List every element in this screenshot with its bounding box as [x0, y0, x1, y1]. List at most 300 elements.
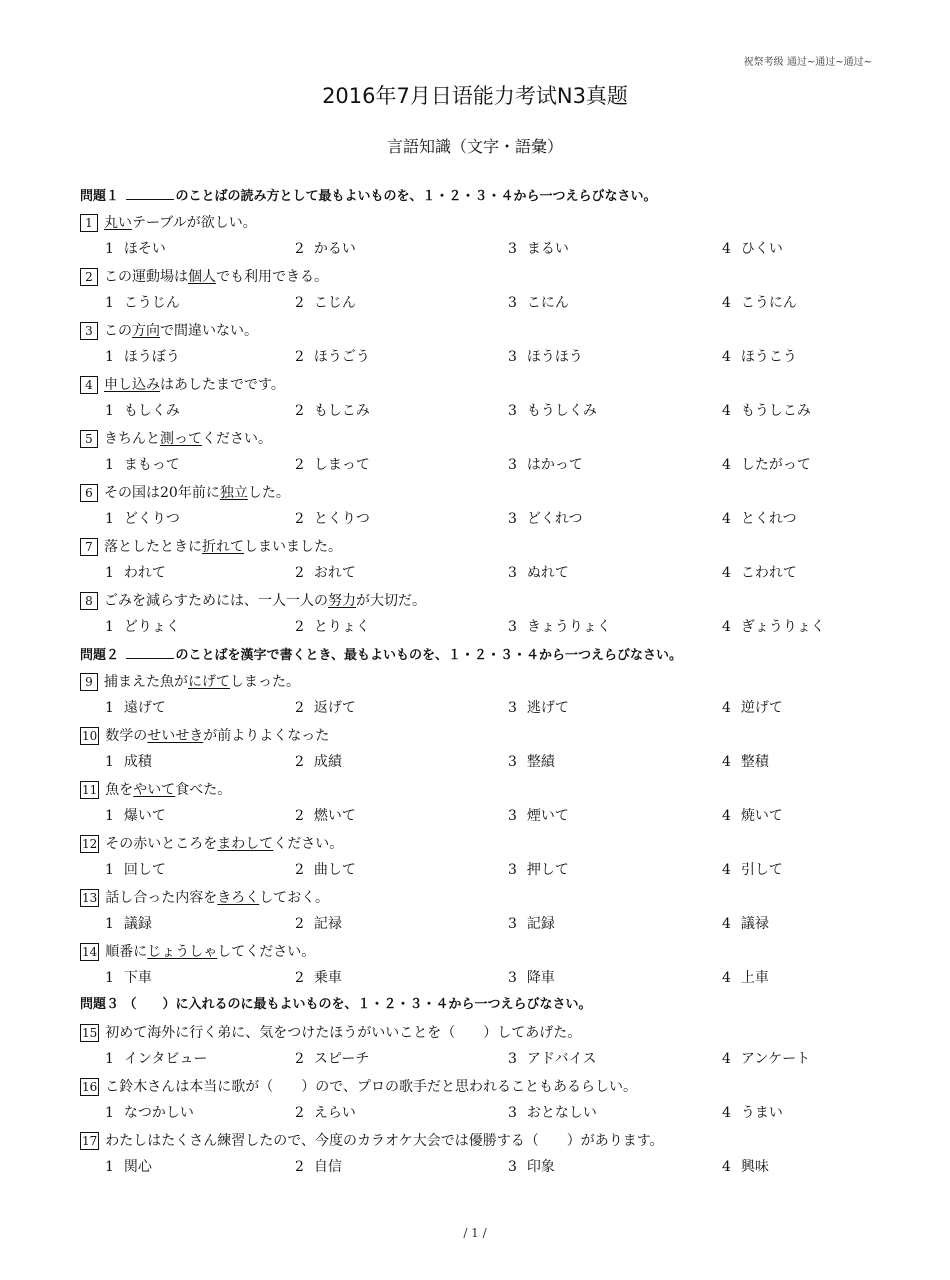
- question-number: 16: [82, 1080, 98, 1094]
- question-number: 1: [80, 214, 98, 232]
- answer-option: [295, 752, 342, 772]
- question-text-pre: 順番に: [105, 944, 148, 960]
- question-stem: [80, 725, 880, 752]
- option-text: 押して: [526, 862, 569, 878]
- option-number: 3: [508, 241, 517, 257]
- question-target-word: 折れて: [202, 539, 244, 555]
- option-number: 1: [105, 916, 114, 932]
- option-text: 下車: [123, 970, 152, 986]
- answer-option: [508, 617, 611, 637]
- answer-option: [295, 968, 342, 988]
- question-number: 8: [80, 592, 98, 610]
- option-text: こじん: [313, 295, 356, 311]
- option-number: 1: [105, 349, 114, 365]
- answer-option: [722, 860, 783, 880]
- answer-option: [295, 401, 370, 421]
- question-stem: [80, 428, 880, 455]
- answer-option: [508, 968, 555, 988]
- option-number: 2: [295, 619, 304, 635]
- option-text: 逆げて: [740, 700, 783, 716]
- answer-option: [105, 1157, 152, 1177]
- answer-option: [105, 401, 180, 421]
- options-row: [80, 752, 880, 779]
- option-text: 引して: [740, 862, 783, 878]
- options-row: [80, 239, 880, 266]
- option-text: アドバイス: [526, 1051, 597, 1067]
- option-number: 4: [722, 619, 731, 635]
- answer-option: [105, 1049, 207, 1069]
- option-text: どくりつ: [123, 511, 180, 527]
- option-number: 3: [508, 403, 517, 419]
- options-row: [80, 509, 880, 536]
- section-heading: [80, 995, 880, 1022]
- question-target-word: 努力: [328, 593, 356, 609]
- answer-option: [722, 509, 797, 529]
- answer-option: [105, 860, 166, 880]
- question-target-word: まわして: [217, 836, 274, 852]
- option-number: 2: [295, 808, 304, 824]
- question-text-pre: こ鈴木さんは本当に歌が（ ）ので、プロの歌手だと思われることもあるらしい。: [105, 1079, 637, 1095]
- question-stem: [80, 374, 880, 401]
- question-number: 3: [80, 322, 98, 340]
- question-text-pre: 数学の: [105, 728, 148, 744]
- option-text: ほそい: [123, 241, 166, 257]
- option-number: 1: [105, 619, 114, 635]
- question-stem: [80, 482, 880, 509]
- question-number: 13: [82, 891, 98, 905]
- option-text: 整績: [526, 754, 555, 770]
- option-text: はかって: [526, 457, 583, 473]
- option-text: きょうりょく: [526, 619, 611, 635]
- answer-option: [105, 752, 152, 772]
- answer-option: [295, 1103, 356, 1123]
- option-number: 4: [722, 862, 731, 878]
- question-text-post: しまいました。: [244, 539, 342, 555]
- option-text: まるい: [526, 241, 569, 257]
- question-text-pre: わたしはたくさん練習したので、今度のカラオケ大会では優勝する（ ）があります。: [105, 1133, 664, 1149]
- answer-option: [722, 293, 797, 313]
- option-text: 記録: [526, 916, 555, 932]
- answer-option: [105, 509, 180, 529]
- header-note: 祝祭考级 通过~通过~通过~: [743, 57, 872, 68]
- option-number: 2: [295, 403, 304, 419]
- option-text: かるい: [313, 241, 356, 257]
- answer-option: [508, 806, 569, 826]
- option-number: 4: [722, 754, 731, 770]
- options-row: [80, 401, 880, 428]
- question-text-pre: この運動場は: [104, 269, 188, 285]
- question-number: 9: [80, 673, 98, 691]
- option-text: 関心: [123, 1159, 152, 1175]
- option-number: 4: [722, 565, 731, 581]
- question-number: 5: [80, 430, 98, 448]
- answer-option: [722, 914, 769, 934]
- option-text: ぎょうりょく: [740, 619, 825, 635]
- option-text: 成績: [313, 754, 342, 770]
- option-text: 上車: [740, 970, 769, 986]
- page-number: / 1 /: [463, 1226, 487, 1240]
- option-text: もしくみ: [123, 403, 180, 419]
- answer-option: [722, 806, 783, 826]
- question-target-word: 測って: [160, 431, 202, 447]
- option-text: もしこみ: [313, 403, 370, 419]
- option-text: 乗車: [313, 970, 342, 986]
- option-text: 焼いて: [740, 808, 783, 824]
- option-number: 3: [508, 619, 517, 635]
- options-row: [80, 698, 880, 725]
- answer-option: [722, 968, 769, 988]
- option-number: 3: [508, 754, 517, 770]
- options-row: [80, 806, 880, 833]
- option-number: 4: [722, 1159, 731, 1175]
- option-number: 4: [722, 241, 731, 257]
- section-instruction: のことばを漢字で書くとき、最もよいものを、１・２・３・４から一つえらびなさい。: [175, 648, 683, 663]
- option-text: 逃げて: [526, 700, 569, 716]
- option-number: 2: [295, 970, 304, 986]
- option-text: 燃いて: [313, 808, 356, 824]
- option-number: 2: [295, 1159, 304, 1175]
- option-text: 煙いて: [526, 808, 569, 824]
- answer-option: [105, 914, 152, 934]
- option-text: 議録: [123, 916, 152, 932]
- answer-option: [508, 1157, 555, 1177]
- question-text-pre: きちんと: [104, 431, 160, 447]
- section-label: 問題２: [80, 648, 120, 663]
- option-number: 2: [295, 457, 304, 473]
- answer-option: [508, 1049, 597, 1069]
- question-text-post: が前よりよくなった: [203, 728, 330, 744]
- option-number: 1: [105, 1159, 114, 1175]
- answer-option: [295, 509, 370, 529]
- option-text: とくりつ: [313, 511, 370, 527]
- answer-option: [105, 293, 180, 313]
- question-text-post: した。: [247, 485, 290, 501]
- answer-option: [295, 1157, 342, 1177]
- answer-option: [295, 860, 356, 880]
- answer-option: [295, 698, 356, 718]
- section-instruction: （ ）に入れるのに最もよいものを、１・２・３・４から一つえらびなさい。: [123, 997, 592, 1012]
- option-number: 3: [508, 970, 517, 986]
- question-stem: [80, 1022, 880, 1049]
- answer-option: [508, 455, 583, 475]
- answer-option: [105, 698, 166, 718]
- option-number: 2: [295, 565, 304, 581]
- option-number: 3: [508, 916, 517, 932]
- option-text: どくれつ: [526, 511, 583, 527]
- question-target-word: にげて: [188, 674, 230, 690]
- option-text: うまい: [740, 1105, 783, 1121]
- answer-option: [508, 239, 569, 259]
- question-target-word: 個人: [188, 269, 216, 285]
- question-text-post: ください。: [202, 431, 272, 447]
- question-text-post: でも利用できる。: [216, 269, 328, 285]
- question-text-post: しまった。: [230, 674, 300, 690]
- section-label: 問題３: [80, 997, 120, 1012]
- question-number: 4: [80, 376, 98, 394]
- option-number: 1: [105, 1105, 114, 1121]
- option-text: おれて: [313, 565, 356, 581]
- question-stem: [80, 887, 880, 914]
- question-text-post: 食べた。: [175, 782, 232, 798]
- question-text-pre: 捕まえた魚が: [104, 674, 188, 690]
- answer-option: [105, 239, 166, 259]
- answer-option: [105, 806, 166, 826]
- answer-option: [508, 1103, 597, 1123]
- option-number: 3: [508, 1159, 517, 1175]
- answer-option: [508, 698, 569, 718]
- option-text: ほうごう: [313, 349, 370, 365]
- answer-option: [508, 401, 597, 421]
- option-text: 回して: [123, 862, 166, 878]
- option-number: 4: [722, 295, 731, 311]
- answer-option: [105, 617, 180, 637]
- option-text: 議禄: [740, 916, 769, 932]
- option-text: 自信: [313, 1159, 342, 1175]
- answer-option: [295, 563, 356, 583]
- answer-option: [295, 293, 356, 313]
- option-text: 曲して: [313, 862, 356, 878]
- option-text: まもって: [123, 457, 180, 473]
- option-text: こうにん: [740, 295, 797, 311]
- option-text: えらい: [313, 1105, 356, 1121]
- option-number: 1: [105, 241, 114, 257]
- option-number: 2: [295, 1105, 304, 1121]
- section-heading: [80, 185, 880, 212]
- answer-option: [508, 293, 569, 313]
- option-text: とりょく: [313, 619, 370, 635]
- option-number: 3: [508, 1051, 517, 1067]
- question-stem: [80, 536, 880, 563]
- question-text-pre: その赤いところを: [105, 836, 218, 852]
- question-text-pre: 魚を: [105, 782, 134, 798]
- option-text: こわれて: [740, 565, 797, 581]
- question-stem: [80, 671, 880, 698]
- question-text-pre: 落としたときに: [104, 539, 202, 555]
- option-number: 3: [508, 295, 517, 311]
- option-number: 3: [508, 1105, 517, 1121]
- option-number: 2: [295, 862, 304, 878]
- option-number: 4: [722, 700, 731, 716]
- option-text: おとなしい: [526, 1105, 597, 1121]
- question-number: 14: [82, 945, 98, 959]
- option-text: インタビュー: [123, 1051, 208, 1067]
- option-text: ひくい: [740, 241, 783, 257]
- option-number: 1: [105, 295, 114, 311]
- option-number: 3: [508, 862, 517, 878]
- option-text: したがって: [740, 457, 811, 473]
- question-stem: [80, 266, 880, 293]
- answer-option: [722, 239, 783, 259]
- answer-option: [508, 860, 569, 880]
- option-text: とくれつ: [740, 511, 797, 527]
- option-number: 1: [105, 700, 114, 716]
- answer-option: [295, 806, 356, 826]
- option-text: 爆いて: [123, 808, 166, 824]
- option-text: なつかしい: [123, 1105, 194, 1121]
- question-stem: [80, 779, 880, 806]
- question-text-pre: 話し合った内容を: [105, 890, 218, 906]
- option-text: こにん: [526, 295, 569, 311]
- question-number: 7: [80, 538, 98, 556]
- question-number: 2: [80, 268, 98, 286]
- option-number: 2: [295, 295, 304, 311]
- blank-line: [126, 644, 174, 659]
- option-text: 印象: [526, 1159, 555, 1175]
- answer-option: [722, 401, 811, 421]
- section-label: 問題１: [80, 189, 120, 204]
- option-text: 返げて: [313, 700, 356, 716]
- option-number: 1: [105, 1051, 114, 1067]
- question-number: 11: [82, 783, 98, 797]
- question-target-word: 方向: [132, 323, 160, 339]
- question-text-pre: この: [104, 323, 132, 339]
- answer-option: [722, 752, 769, 772]
- option-text: もうしくみ: [526, 403, 597, 419]
- answer-option: [508, 914, 555, 934]
- question-stem: [80, 590, 880, 617]
- option-text: しまって: [313, 457, 370, 473]
- answer-option: [722, 347, 797, 367]
- option-number: 2: [295, 511, 304, 527]
- question-number: 17: [82, 1134, 98, 1148]
- answer-option: [722, 563, 797, 583]
- option-number: 2: [295, 754, 304, 770]
- question-target-word: きろく: [217, 890, 260, 906]
- options-row: [80, 455, 880, 482]
- options-row: [80, 563, 880, 590]
- answer-option: [295, 1049, 369, 1069]
- question-text-post: が大切だ。: [356, 593, 426, 609]
- question-stem: [80, 1076, 880, 1103]
- question-stem: [80, 941, 880, 968]
- answer-option: [508, 347, 583, 367]
- option-text: どりょく: [123, 619, 180, 635]
- option-number: 2: [295, 700, 304, 716]
- section-instruction: のことばの読み方として最もよいものを、１・２・３・４から一つえらびなさい。: [175, 189, 657, 204]
- option-text: 降車: [526, 970, 555, 986]
- answer-option: [295, 617, 370, 637]
- option-number: 1: [105, 457, 114, 473]
- option-text: 整積: [740, 754, 769, 770]
- option-number: 4: [722, 403, 731, 419]
- question-target-word: 独立: [219, 485, 248, 501]
- option-text: こうじん: [123, 295, 180, 311]
- option-number: 4: [722, 1051, 731, 1067]
- question-text-pre: ごみを減らすためには、一人一人の: [104, 593, 328, 609]
- option-text: 遠げて: [123, 700, 166, 716]
- answer-option: [295, 239, 356, 259]
- question-text-pre: その国は20年前に: [104, 485, 220, 501]
- question-target-word: やいて: [133, 782, 176, 798]
- option-number: 3: [508, 457, 517, 473]
- options-row: [80, 1103, 880, 1130]
- answer-option: [722, 698, 783, 718]
- section-heading: [80, 644, 880, 671]
- option-number: 3: [508, 565, 517, 581]
- option-number: 4: [722, 916, 731, 932]
- option-number: 2: [295, 349, 304, 365]
- question-target-word: 丸い: [104, 215, 132, 231]
- answer-option: [508, 563, 569, 583]
- option-number: 1: [105, 403, 114, 419]
- answer-option: [105, 563, 166, 583]
- exam-content: [80, 185, 880, 1184]
- option-number: 2: [295, 241, 304, 257]
- option-number: 4: [722, 457, 731, 473]
- answer-option: [105, 455, 180, 475]
- option-number: 1: [105, 754, 114, 770]
- question-number: 10: [82, 729, 98, 743]
- question-target-word: じょうしゃ: [147, 944, 218, 960]
- answer-option: [295, 914, 342, 934]
- option-text: ほうほう: [526, 349, 583, 365]
- options-row: [80, 1157, 880, 1184]
- answer-option: [508, 509, 583, 529]
- answer-option: [295, 347, 370, 367]
- page-subtitle: 言語知識（文字・語彙）: [386, 137, 563, 156]
- option-text: 記禄: [313, 916, 342, 932]
- option-number: 1: [105, 862, 114, 878]
- option-number: 4: [722, 970, 731, 986]
- option-text: アンケート: [740, 1051, 811, 1067]
- option-number: 3: [508, 700, 517, 716]
- question-target-word: 申し込み: [104, 377, 160, 393]
- question-number: 6: [80, 484, 98, 502]
- answer-option: [722, 1103, 783, 1123]
- option-number: 1: [105, 808, 114, 824]
- answer-option: [722, 455, 811, 475]
- option-number: 1: [105, 970, 114, 986]
- option-number: 2: [295, 1051, 304, 1067]
- option-number: 3: [508, 511, 517, 527]
- options-row: [80, 914, 880, 941]
- question-stem: [80, 212, 880, 239]
- options-row: [80, 347, 880, 374]
- question-stem: [80, 1130, 880, 1157]
- question-text-post: しておく。: [259, 890, 330, 906]
- answer-option: [105, 1103, 194, 1123]
- answer-option: [508, 752, 555, 772]
- question-text-post: はあしたまでです。: [160, 377, 285, 393]
- answer-option: [722, 617, 825, 637]
- option-text: われて: [123, 565, 166, 581]
- option-text: 成積: [123, 754, 152, 770]
- option-number: 3: [508, 349, 517, 365]
- question-number: 15: [82, 1026, 98, 1040]
- option-text: ほうこう: [740, 349, 797, 365]
- question-stem: [80, 320, 880, 347]
- option-text: スピーチ: [313, 1051, 370, 1067]
- option-number: 3: [508, 808, 517, 824]
- option-text: 興味: [740, 1159, 769, 1175]
- option-number: 2: [295, 916, 304, 932]
- page-title: 2016年7月日语能力考试N3真题: [322, 84, 628, 108]
- blank-line: [126, 185, 174, 200]
- option-number: 1: [105, 511, 114, 527]
- question-text-post: テーブルが欲しい。: [132, 215, 257, 231]
- options-row: [80, 968, 880, 995]
- option-number: 1: [105, 565, 114, 581]
- question-number: 12: [82, 837, 98, 851]
- answer-option: [105, 968, 152, 988]
- question-text-post: で間違いない。: [160, 323, 258, 339]
- options-row: [80, 1049, 880, 1076]
- answer-option: [722, 1049, 810, 1069]
- answer-option: [105, 347, 180, 367]
- option-number: 4: [722, 808, 731, 824]
- question-text-post: してください。: [217, 944, 316, 960]
- option-text: もうしこみ: [740, 403, 811, 419]
